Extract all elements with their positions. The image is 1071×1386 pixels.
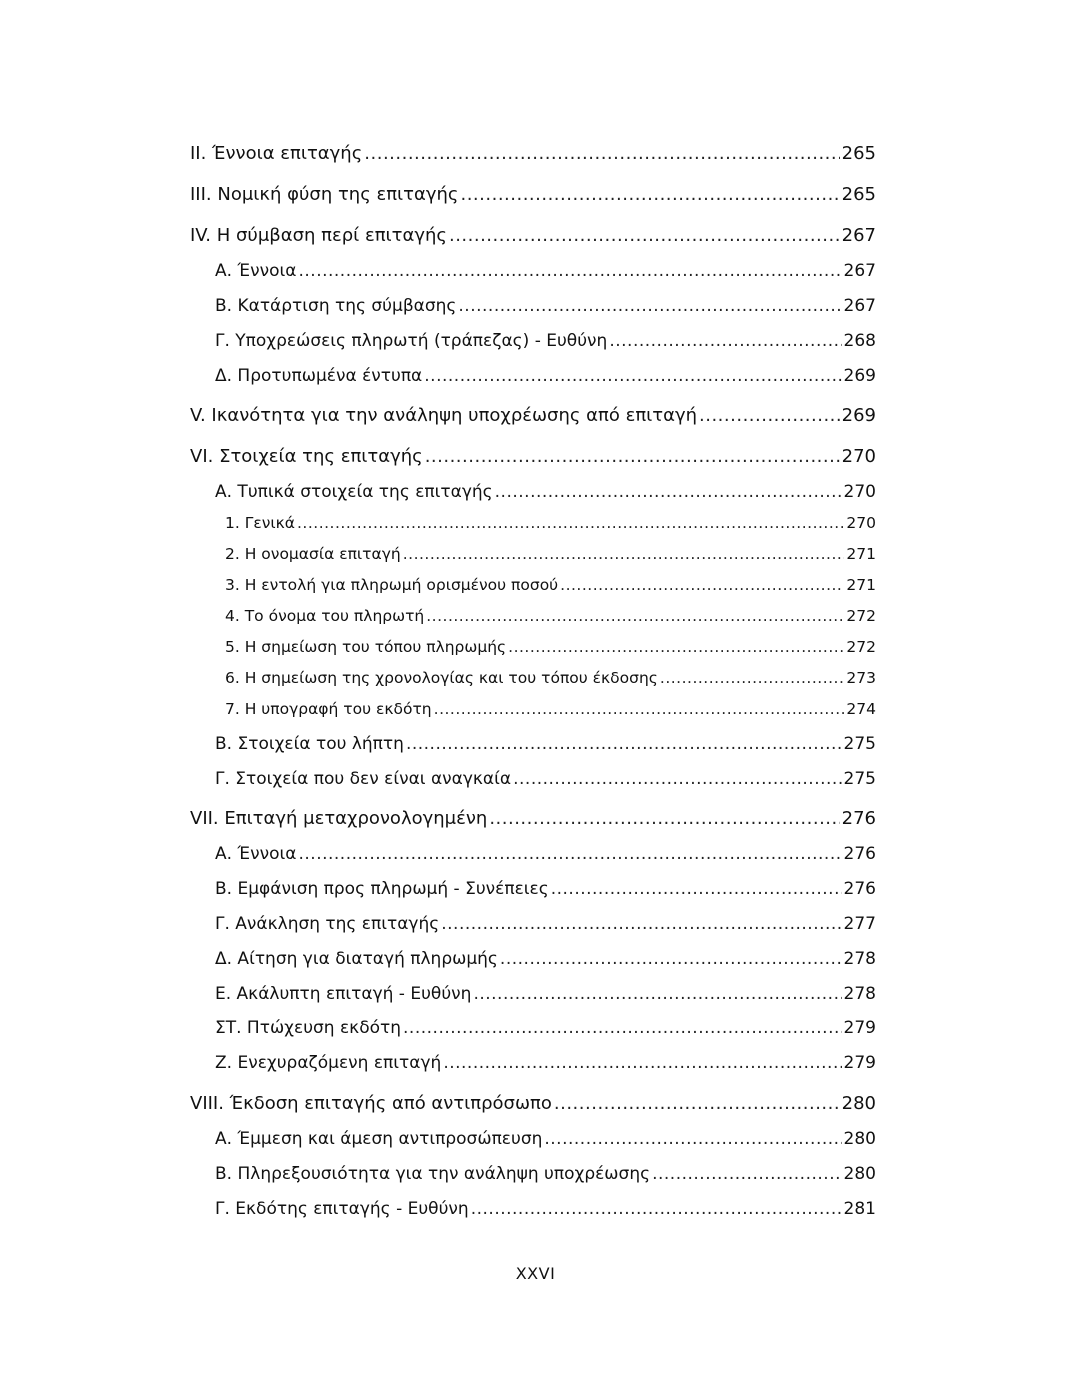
dot-leader bbox=[660, 667, 845, 689]
toc-entry bbox=[215, 732, 876, 756]
toc-entry-title: VIII. Έκδοση επιταγής από αντιπρόσωπο bbox=[190, 1093, 552, 1114]
toc-entry-title: VI. Στοιχεία της επιταγής bbox=[190, 446, 423, 467]
toc-entry-title: Δ. Προτυπωμένα έντυπα bbox=[215, 366, 423, 386]
toc-entry-page: 278 bbox=[843, 984, 876, 1004]
toc-entry-page: 272 bbox=[846, 638, 876, 656]
toc-entry bbox=[215, 912, 876, 936]
toc-entry bbox=[225, 605, 876, 627]
toc-entry bbox=[225, 698, 876, 720]
toc-entry-page: 275 bbox=[843, 734, 876, 754]
dot-leader bbox=[449, 224, 840, 248]
dot-leader bbox=[434, 698, 845, 720]
toc-entry-title: II. Έννοια επιταγής bbox=[190, 143, 363, 164]
toc-entry-page: 275 bbox=[843, 769, 876, 789]
toc-entry-title: Β. Στοιχεία του λήπτη bbox=[215, 734, 404, 754]
toc-entry-title: 2. Η ονομασία επιταγή bbox=[225, 545, 401, 563]
toc-entry-title: III. Νομική φύση της επιταγής bbox=[190, 184, 459, 205]
toc-entry bbox=[225, 543, 876, 565]
toc-entry-page: 280 bbox=[843, 1164, 876, 1184]
toc-entry bbox=[190, 1092, 876, 1116]
toc-entry-page: 280 bbox=[841, 1093, 876, 1114]
dot-leader bbox=[403, 1016, 842, 1040]
toc-entry-page: 265 bbox=[841, 184, 876, 205]
dot-leader bbox=[471, 1197, 842, 1221]
toc-entry-page: 280 bbox=[843, 1129, 876, 1149]
dot-leader bbox=[609, 329, 841, 353]
toc-entry bbox=[215, 259, 876, 283]
toc-entry-page: 268 bbox=[843, 331, 876, 351]
toc-entry-page: 276 bbox=[843, 844, 876, 864]
toc-entry-title: Β. Κατάρτιση της σύμβασης bbox=[215, 296, 457, 316]
toc-entry-page: 277 bbox=[843, 914, 876, 934]
dot-leader bbox=[298, 842, 841, 866]
toc-entry-title: Α. Έννοια bbox=[215, 844, 297, 864]
toc-entry-page: 270 bbox=[841, 446, 876, 467]
toc-entry-title: Α. Τυπικά στοιχεία της επιταγής bbox=[215, 482, 493, 502]
toc-entry bbox=[215, 1127, 876, 1151]
toc-entry-page: 265 bbox=[841, 143, 876, 164]
toc-entry bbox=[190, 807, 876, 831]
toc-entry bbox=[215, 294, 876, 318]
toc-entry bbox=[215, 329, 876, 353]
toc-entry-title: Γ. Υποχρεώσεις πληρωτή (τράπεζας) - Ευθύνη bbox=[215, 331, 608, 351]
toc-entry-page: 271 bbox=[846, 576, 876, 594]
toc-entry-title: Β. Πληρεξουσιότητα για την ανάληψη υποχρέωσης bbox=[215, 1164, 651, 1184]
toc-entry bbox=[215, 842, 876, 866]
toc-entry-title: 5. Η σημείωση του τόπου πληρωμής bbox=[225, 638, 507, 656]
toc-entry-page: 270 bbox=[843, 482, 876, 502]
toc-entry-title: 4. Το όνομα του πληρωτή bbox=[225, 607, 425, 625]
toc-entry-title: 3. Η εντολή για πληρωμή ορισμένου ποσού bbox=[225, 576, 559, 594]
dot-leader bbox=[551, 877, 842, 901]
toc-entry-title: 7. Η υπογραφή του εκδότη bbox=[225, 700, 432, 718]
dot-leader bbox=[297, 512, 844, 534]
toc-entry-title: Γ. Εκδότης επιταγής - Ευθύνη bbox=[215, 1199, 469, 1219]
toc-entry-page: 267 bbox=[843, 296, 876, 316]
toc-entry-page: 281 bbox=[843, 1199, 876, 1219]
toc-entry bbox=[190, 404, 876, 428]
dot-leader bbox=[699, 404, 840, 428]
toc-entry-title: Ζ. Ενεχυραζόμενη επιταγή bbox=[215, 1053, 442, 1073]
dot-leader bbox=[489, 807, 839, 831]
toc-entry-page: 276 bbox=[843, 879, 876, 899]
toc-entry bbox=[225, 636, 876, 658]
dot-leader bbox=[560, 574, 844, 596]
toc-entry bbox=[215, 767, 876, 791]
toc-entry-title: Γ. Στοιχεία που δεν είναι αναγκαία bbox=[215, 769, 512, 789]
toc-entry bbox=[215, 1197, 876, 1221]
dot-leader bbox=[425, 445, 840, 469]
toc-entry-page: 279 bbox=[843, 1018, 876, 1038]
dot-leader bbox=[508, 636, 844, 658]
toc-entry-page: 273 bbox=[846, 669, 876, 687]
toc-entry bbox=[190, 142, 876, 166]
toc-entry bbox=[215, 877, 876, 901]
page-number: XXVI bbox=[515, 1264, 556, 1283]
toc-entry-page: 269 bbox=[841, 405, 876, 426]
toc-entry bbox=[215, 982, 876, 1006]
toc-entry-page: 279 bbox=[843, 1053, 876, 1073]
dot-leader bbox=[513, 767, 841, 791]
dot-leader bbox=[426, 605, 844, 627]
dot-leader bbox=[406, 732, 842, 756]
toc-entry-title: 6. Η σημείωση της χρονολογίας και του τόπου έκδοσης bbox=[225, 669, 658, 687]
toc-entry bbox=[190, 445, 876, 469]
toc-entry-title: IV. Η σύμβαση περί επιταγής bbox=[190, 225, 447, 246]
dot-leader bbox=[458, 294, 841, 318]
dot-leader bbox=[403, 543, 845, 565]
toc-entry bbox=[190, 224, 876, 248]
toc-entry bbox=[215, 480, 876, 504]
dot-leader bbox=[441, 912, 841, 936]
dot-leader bbox=[544, 1127, 841, 1151]
toc-entry bbox=[215, 1162, 876, 1186]
toc-entry-title: Γ. Ανάκληση της επιταγής bbox=[215, 914, 440, 934]
dot-leader bbox=[460, 183, 839, 207]
toc-entry-title: Ε. Ακάλυπτη επιταγή - Ευθύνη bbox=[215, 984, 472, 1004]
toc-entry bbox=[190, 183, 876, 207]
dot-leader bbox=[473, 982, 841, 1006]
toc-entry-page: 269 bbox=[843, 366, 876, 386]
dot-leader bbox=[495, 480, 842, 504]
toc-entry-title: Δ. Αίτηση για διαταγή πληρωμής bbox=[215, 949, 498, 969]
toc-entry-title: Α. Έμμεση και άμεση αντιπροσώπευση bbox=[215, 1129, 543, 1149]
toc-entry bbox=[215, 947, 876, 971]
dot-leader bbox=[652, 1162, 841, 1186]
toc-entry-page: 274 bbox=[846, 700, 876, 718]
toc-entry-title: Β. Εμφάνιση προς πληρωμή - Συνέπειες bbox=[215, 879, 549, 899]
toc-entry-title: 1. Γενικά bbox=[225, 514, 295, 532]
toc-entry-title: Α. Έννοια bbox=[215, 261, 297, 281]
toc-entry-page: 267 bbox=[841, 225, 876, 246]
toc-entry bbox=[225, 667, 876, 689]
dot-leader bbox=[500, 947, 842, 971]
dot-leader bbox=[443, 1051, 841, 1075]
toc-entry-page: 276 bbox=[841, 808, 876, 829]
toc-entry bbox=[215, 1016, 876, 1040]
toc-entry-title: VII. Επιταγή μεταχρονολογημένη bbox=[190, 808, 488, 829]
toc-entry-page: 267 bbox=[843, 261, 876, 281]
toc-entry bbox=[215, 1051, 876, 1075]
toc-entry bbox=[225, 512, 876, 534]
toc-entry-page: 278 bbox=[843, 949, 876, 969]
toc-entry-page: 270 bbox=[846, 514, 876, 532]
dot-leader bbox=[298, 259, 841, 283]
toc-entry-title: V. Ικανότητα για την ανάληψη υποχρέωσης από επιταγή bbox=[190, 405, 698, 426]
toc-entry-page: 272 bbox=[846, 607, 876, 625]
toc-entry-page: 271 bbox=[846, 545, 876, 563]
dot-leader bbox=[424, 364, 841, 388]
dot-leader bbox=[554, 1092, 840, 1116]
toc-entry bbox=[225, 574, 876, 596]
dot-leader bbox=[364, 142, 839, 166]
toc-entry bbox=[215, 364, 876, 388]
toc-entry-title: ΣΤ. Πτώχευση εκδότη bbox=[215, 1018, 402, 1038]
